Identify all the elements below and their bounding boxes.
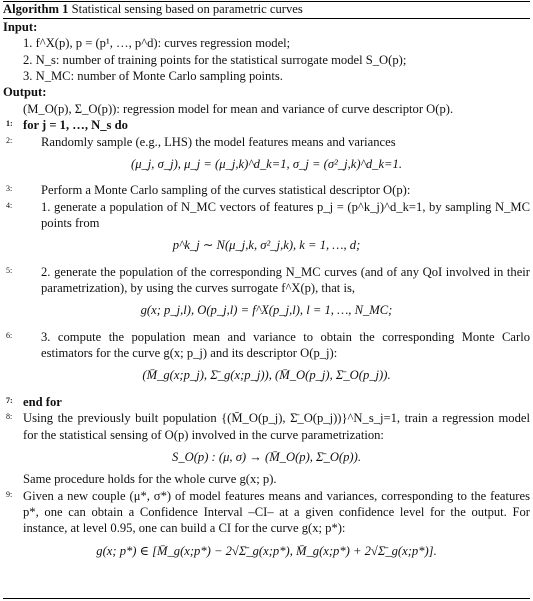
step-1 [3, 117, 530, 133]
line-number: 4: [6, 200, 13, 210]
line-number: 1: [6, 119, 13, 129]
equation-sampling: p^k_j ∼ N(μ_j,k, σ²_j,k), k = 1, …, d; [172, 238, 361, 253]
line-number: 5: [6, 265, 13, 275]
step-2 [3, 134, 530, 150]
equation-estimators: (M̄_g(x;p_j), Σ̄_g(x;p_j)), (M̄_O(p_j), Σ̄_O(p_j)). [142, 368, 391, 383]
line-number: 3: [6, 184, 13, 194]
step-8 [3, 410, 530, 443]
bottom-rule [3, 598, 530, 599]
line-number: 2: [6, 135, 13, 145]
line-number: 7: [6, 395, 13, 405]
output-label: Output: [3, 85, 47, 100]
input-2: 2. N_s: number of training points for the statistical surrogate model S_O(p); [23, 52, 407, 67]
line-number: 6: [6, 330, 13, 340]
step-7 [3, 394, 530, 410]
line-number: 9: [6, 489, 13, 499]
algorithm-header [3, 1, 303, 18]
equation-population: g(x; p_j,l), O(p_j,l) = f^X(p_j,l), l = 1, …, N_MC; [140, 303, 393, 318]
equation-means-variances: (μ_j, σ_j), μ_j = (μ_j,k)^d_k=1, σ_j = (σ²_j,k)^d_k=1. [131, 156, 402, 171]
step-8-note: Same procedure holds for the whole curve g(x; p). [23, 472, 277, 487]
step-text: for j = 1, …, N_s do [23, 118, 128, 133]
algorithm-label: Algorithm 1 [3, 2, 69, 16]
step-text: Using the previously built population {(M̄_O(p_j), Σ̄_O(p_j))}^N_s_j=1, train a regression model for the statistical sensing of O(p) involved in the curve parametrization: [23, 411, 530, 442]
step-4 [3, 199, 530, 232]
equation-surrogate: S_O(p) : (μ, σ) → (M̄_O(p), Σ̄_O(p)). [172, 449, 361, 464]
step-text: Randomly sample (e.g., LHS) the model features means and variances [41, 134, 396, 149]
step-text: end for [23, 394, 62, 409]
line-number: 8: [6, 412, 13, 422]
input-3: 3. N_MC: number of Monte Carlo sampling points. [23, 69, 283, 84]
output-text: (M_O(p), Σ_O(p)): regression model for mean and variance of curve descriptor O(p). [23, 101, 454, 116]
step-5 [3, 264, 530, 297]
step-text: 3. compute the population mean and variance to obtain the corresponding Monte Carlo estimators for the curve g(x; p_j) and its descriptor O(p_j): [41, 329, 530, 361]
step-text: 2. generate the population of the corresponding N_MC curves (and of any QoI involved in their parametrization), by using the curves surrogate f^X(p), that is, [41, 264, 530, 296]
algorithm-title: Statistical sensing based on parametric curves [71, 2, 303, 16]
step-text: 1. generate a population of N_MC vectors of features p_j = (p^k_j)^d_k=1, by sampling N_MC points from [41, 199, 530, 230]
input-label: Input: [3, 20, 38, 34]
step-3 [3, 182, 530, 198]
step-9 [3, 488, 530, 537]
algorithm-body [3, 19, 530, 559]
step-6 [3, 329, 530, 362]
step-text: Perform a Monte Carlo sampling of the curves statistical descriptor O(p): [41, 183, 411, 198]
equation-confidence-interval: g(x; p*) ∈ [M̄_g(x;p*) − 2√Σ̄_g(x;p*), M̄_g(x;p*) + 2√Σ̄_g(x;p*)]. [96, 543, 437, 558]
input-1: 1. f^X(p), p = (p¹, …, p^d): curves regression model; [23, 36, 291, 51]
step-text: Given a new couple (μ*, σ*) of model features means and variances, corresponding to the features p*, one can obtain a Confidence Interval –CI– at a given confidence level for the output. For instance, at level 0.95, one can build a CI for the curve g(x; p*): [23, 488, 530, 536]
